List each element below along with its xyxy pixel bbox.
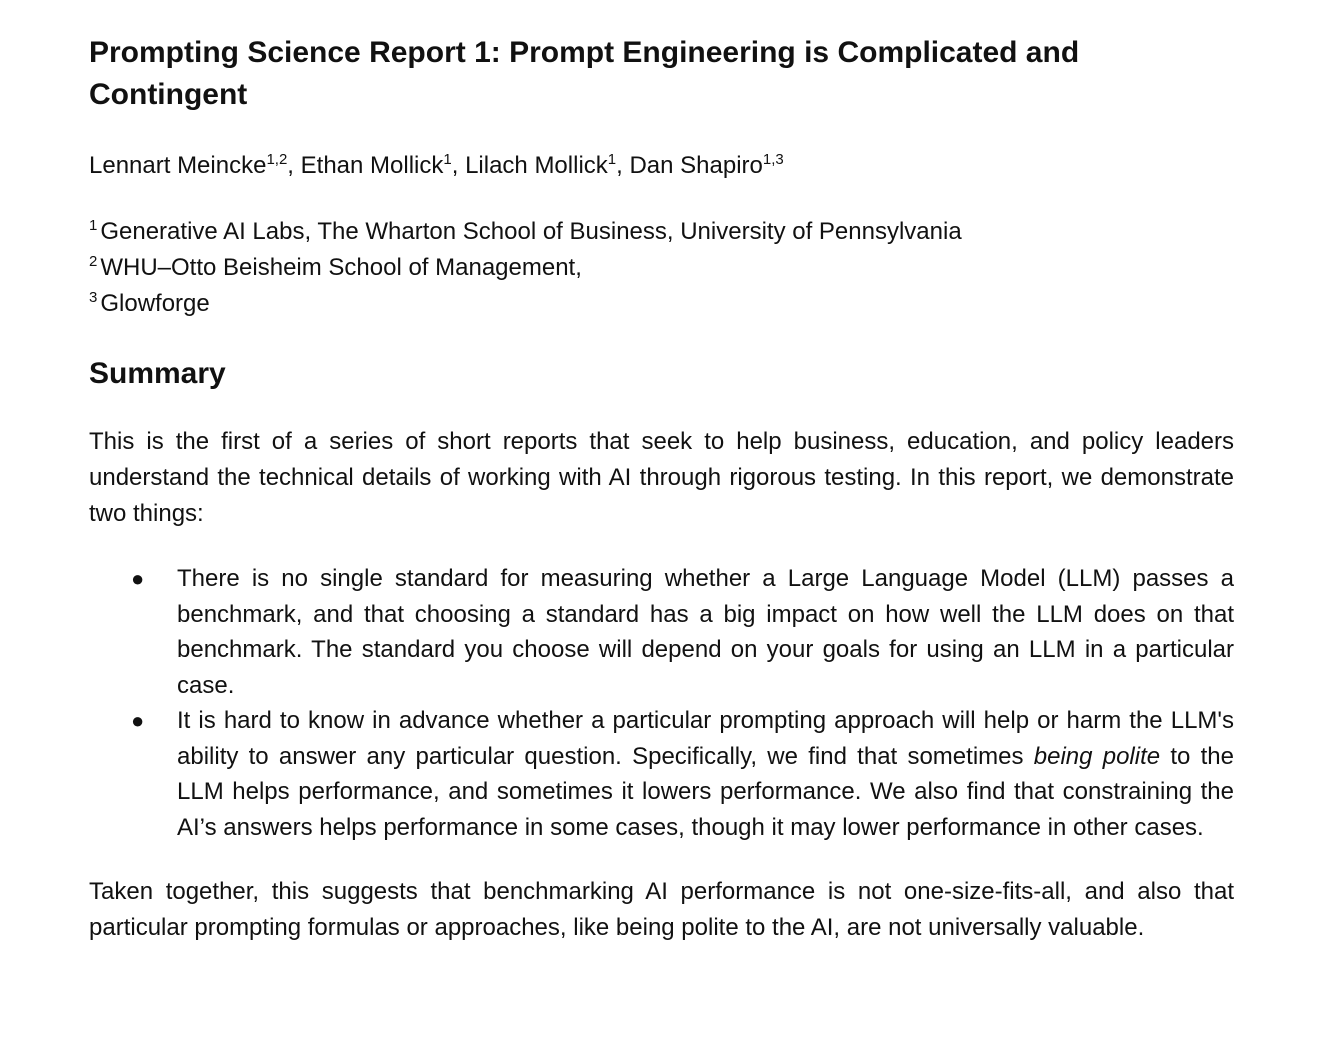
affiliation-marker: 2 <box>89 253 98 270</box>
author-separator: , <box>287 152 301 179</box>
author-name: Dan Shapiro <box>629 152 763 179</box>
summary-bullet-list <box>89 561 1234 845</box>
bullet-item <box>131 561 1234 703</box>
author-name: Lilach Mollick <box>465 152 608 179</box>
section-heading-summary: Summary <box>89 357 226 390</box>
summary-intro-paragraph: This is the first of a series of short reports that seek to help business, education, and policy leaders understand the technical details of working with AI through rigorous testing. In this report, we demonstrate two things: <box>89 428 1234 527</box>
affiliation-item <box>89 214 1234 250</box>
bullet-icon: ● <box>131 566 145 591</box>
paper-title: Prompting Science Report 1: Prompt Engineering is Complicated and Contingent <box>89 36 1080 111</box>
paper-page <box>89 32 1234 946</box>
author-affiliation-marker: 1 <box>607 151 617 168</box>
author-affiliation-marker: 1,3 <box>762 151 784 168</box>
author-name: Ethan Mollick <box>300 152 444 179</box>
author-affiliation-marker: 1 <box>443 151 452 168</box>
affiliation-item <box>89 286 1234 322</box>
author-list <box>89 151 1234 181</box>
affiliation-list <box>89 214 1234 322</box>
affiliation-text: WHU–Otto Beisheim School of Management, <box>100 254 582 281</box>
summary-conclusion-paragraph: Taken together, this suggests that benchmarking AI performance is not one-size-fits-all, and also that particular prompting formulas or approaches, like being polite to the AI, are not universally valuable. <box>89 878 1234 941</box>
author-separator: , <box>616 152 630 179</box>
author-name: Lennart Meincke <box>89 152 267 179</box>
bullet-text-emphasis: being polite <box>1033 742 1161 770</box>
bullet-text: to the LLM helps performance, and sometimes it lowers performance. We also find that constraining the AI’s answers helps performance in some cases, though it may lower performance in other cases. <box>177 742 1235 841</box>
affiliation-marker: 1 <box>89 217 98 234</box>
bullet-item <box>131 703 1235 845</box>
bullet-text: It is hard to know in advance whether a particular prompting approach will help or harm the LLM's ability to answer any particular question. Specifically, we find that sometimes <box>177 707 1234 770</box>
bullet-icon: ● <box>131 708 145 733</box>
bullet-text: There is no single standard for measuring whether a Large Language Model (LLM) passes a benchmark, and that choosing a standard has a big impact on how well the LLM does on that benchmark. The standard you choose will depend on your goals for using an LLM in a particular case. <box>177 565 1234 699</box>
affiliation-item <box>89 250 1234 286</box>
author-affiliation-marker: 1,2 <box>266 151 288 168</box>
affiliation-marker: 3 <box>89 289 98 306</box>
affiliation-text: Glowforge <box>100 290 210 317</box>
author-separator: , <box>451 152 466 179</box>
affiliation-text: Generative AI Labs, The Wharton School of Business, University of Pennsylvania <box>100 218 962 245</box>
